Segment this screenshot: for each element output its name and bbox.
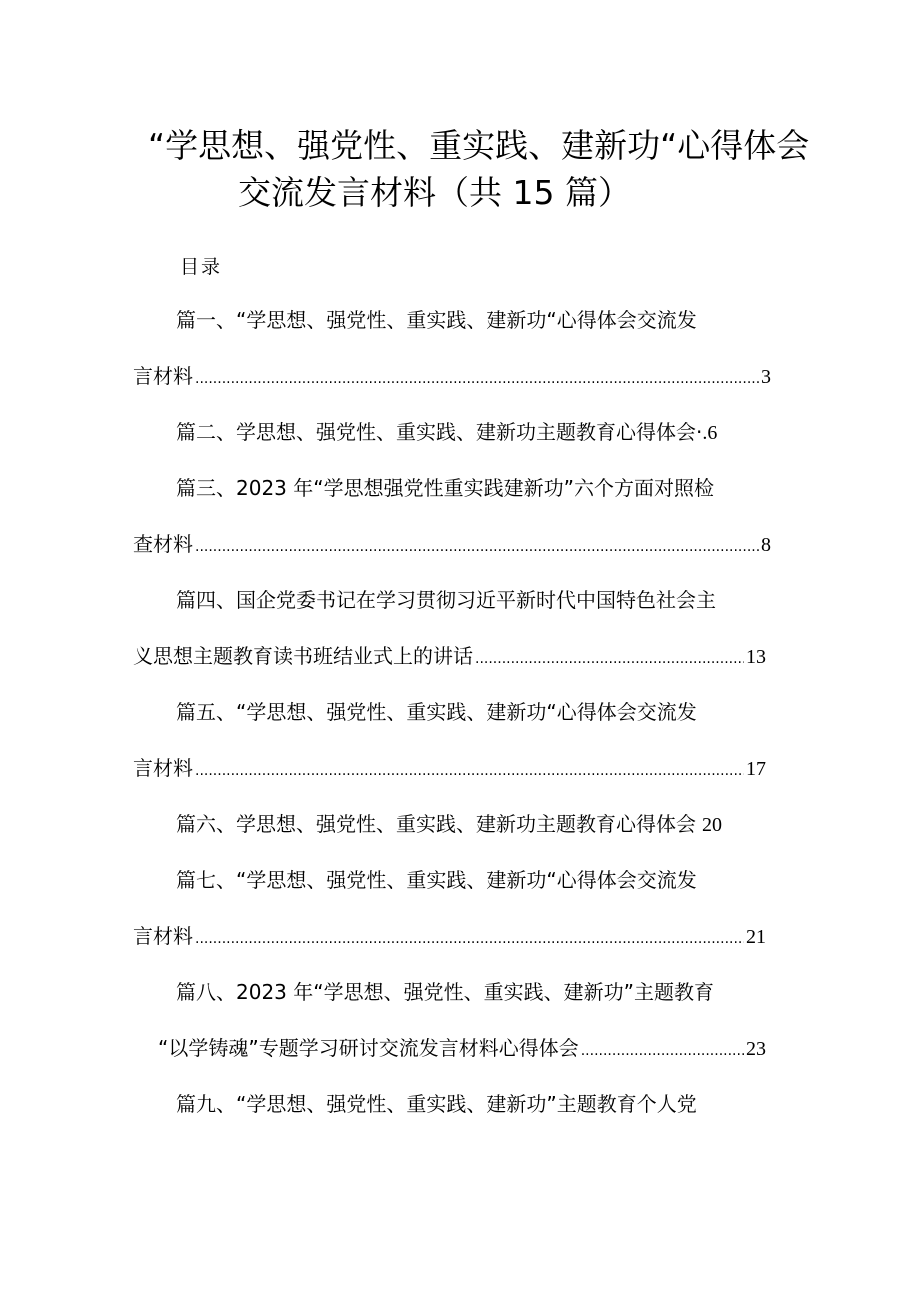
toc-entry-1-line-2[interactable] bbox=[133, 362, 771, 393]
toc-entry-text: 义思想主题教育读书班结业式上的讲话 bbox=[133, 644, 473, 668]
leader-dots bbox=[475, 645, 744, 673]
leader-dots bbox=[195, 533, 759, 561]
toc-entry-1-line-1: 篇一、“学思想、强党性、重实践、建新功“心得体会交流发 bbox=[176, 308, 697, 332]
toc-entry-6[interactable] bbox=[176, 810, 722, 839]
toc-entry-text: 言材料 bbox=[133, 364, 193, 388]
toc-entry-text: 篇二、学思想、强党性、重实践、建新功主题教育心得体会· bbox=[176, 420, 703, 444]
toc-entry-2[interactable] bbox=[176, 418, 717, 447]
toc-entry-7-line-2[interactable] bbox=[133, 922, 766, 953]
toc-entry-5-line-2[interactable] bbox=[133, 754, 766, 785]
toc-page-number: 17 bbox=[746, 758, 766, 780]
toc-heading: 目录 bbox=[180, 256, 223, 278]
toc-page-number: 13 bbox=[746, 646, 766, 668]
toc-entry-text: 篇六、学思想、强党性、重实践、建新功主题教育心得体会 bbox=[176, 812, 696, 836]
toc-entry-7-line-1: 篇七、“学思想、强党性、重实践、建新功“心得体会交流发 bbox=[176, 868, 697, 892]
document-title-line-2: 交流发言材料（共 15 篇） bbox=[238, 173, 631, 212]
toc-page-number: .6 bbox=[702, 422, 718, 444]
toc-entry-8-line-2[interactable] bbox=[158, 1034, 766, 1065]
leader-dots bbox=[195, 757, 744, 785]
leader-dots bbox=[195, 365, 759, 393]
toc-page-number: 3 bbox=[761, 366, 771, 388]
toc-entry-9-line-1[interactable]: 篇九、“学思想、强党性、重实践、建新功”主题教育个人党 bbox=[176, 1092, 697, 1116]
toc-entry-3-line-1: 篇三、2023 年“学思想强党性重实践建新功”六个方面对照检 bbox=[176, 476, 714, 500]
toc-page-number: 23 bbox=[746, 1038, 766, 1060]
toc-entry-4-line-2[interactable] bbox=[133, 642, 766, 673]
toc-entry-text: 言材料 bbox=[133, 924, 193, 948]
toc-entry-5-line-1: 篇五、“学思想、强党性、重实践、建新功“心得体会交流发 bbox=[176, 700, 697, 724]
toc-page-number: 8 bbox=[761, 534, 771, 556]
leader-dots bbox=[581, 1037, 744, 1065]
document-title-line-1: “学思想、强党性、重实践、建新功“心得体会 bbox=[148, 126, 810, 165]
toc-entry-text: “以学铸魂”专题学习研讨交流发言材料心得体会 bbox=[158, 1036, 579, 1060]
leader-dots bbox=[195, 925, 744, 953]
toc-entry-8-line-1: 篇八、2023 年“学思想、强党性、重实践、建新功”主题教育 bbox=[176, 980, 714, 1004]
toc-entry-4-line-1: 篇四、国企党委书记在学习贯彻习近平新时代中国特色社会主 bbox=[176, 588, 716, 612]
toc-page-number: 20 bbox=[702, 814, 722, 836]
toc-page-number: 21 bbox=[746, 926, 766, 948]
toc-entry-text: 言材料 bbox=[133, 756, 193, 780]
toc-entry-3-line-2[interactable] bbox=[133, 530, 771, 561]
toc-entry-text: 查材料 bbox=[133, 532, 193, 556]
